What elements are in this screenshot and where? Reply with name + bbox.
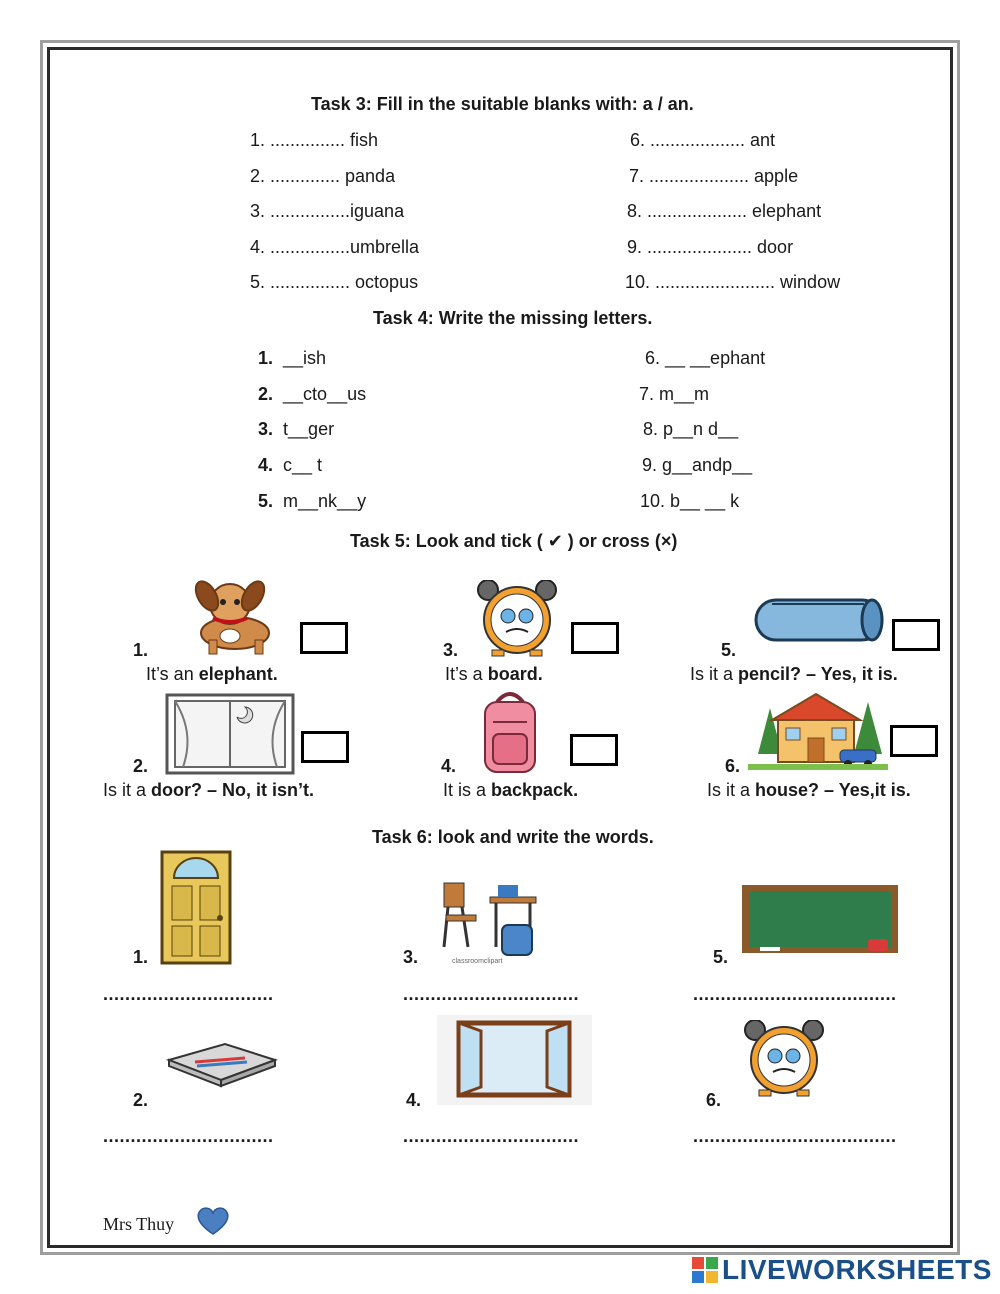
task3-item: 3. ................iguana [250,201,405,221]
task4-title: Task 4: Write the missing letters. [373,308,653,328]
backpack-picture [475,688,545,776]
task5-title: Task 5: Look and tick ( ✔ ) or cross (×) [350,531,678,551]
task3-item: 9. ..................... door [627,237,794,257]
task4-item: 1. __ish [258,348,327,368]
task3-item: 4. ................umbrella [250,237,420,257]
house-picture [748,688,888,770]
task6-answer-line[interactable]: ............................... [103,1126,274,1146]
task6-answer-line[interactable]: ..................................... [693,984,897,1004]
task6-answer-line[interactable]: ............................... [103,984,274,1004]
window-picture [437,1015,592,1105]
task5-caption: Is it a door? – No, it isn’t. [103,780,315,800]
task5-caption: It’s an elephant. [146,664,278,684]
task6-answer-line[interactable]: ................................ [403,1126,580,1146]
author-signature: Mrs Thuy [103,1214,175,1234]
task5-caption: Is it a house? – Yes,it is. [707,780,911,800]
heart-icon [196,1206,230,1236]
task5-caption: Is it a pencil? – Yes, it is. [690,664,898,684]
task3-item: 7. .................... apple [629,166,799,186]
task4-item: 5. m__nk__y [258,491,367,511]
task6-number: 1. [133,947,149,967]
task6-number: 6. [706,1090,722,1110]
task6-number: 2. [133,1090,149,1110]
task6-number: 3. [403,947,419,967]
task6-answer-line[interactable]: ..................................... [693,1126,897,1146]
task3-item: 10. ........................ window [625,272,841,292]
task3-item: 1. ............... fish [250,130,379,150]
task4-item: 6. __ __ephant [645,348,766,368]
task5-caption: It is a backpack. [443,780,579,800]
tick-box-3[interactable] [571,622,619,654]
task5-number: 2. [133,756,149,776]
window-picture [165,693,295,775]
task3-item: 2. .............. panda [250,166,396,186]
pencil-case-picture [165,1040,280,1090]
task6-number: 4. [406,1090,422,1110]
task5-number: 1. [133,640,149,660]
tick-box-5[interactable] [892,619,940,651]
task4-item: 2. __cto__us [258,384,367,404]
clock-picture [468,580,568,658]
task4-item: 9. g__andp__ [642,455,753,475]
task6-title: Task 6: look and write the words. [372,827,654,847]
task3-item: 8. .................... elephant [627,201,822,221]
desk-and-chair-picture [440,877,540,965]
task3-item: 5. ................ octopus [250,272,419,292]
liveworksheets-brand[interactable]: LIVEWORKSHEETS [722,1254,992,1285]
task6-number: 5. [713,947,729,967]
task5-number: 3. [443,640,459,660]
task4-item: 7. m__m [639,384,710,404]
task3-title: Task 3: Fill in the suitable blanks with: a / an. [311,94,694,114]
task4-item: 4. c__ t [258,455,323,475]
task6-answer-line[interactable]: ................................ [403,984,580,1004]
door-picture [160,850,232,965]
liveworksheets-logo-icon [692,1257,718,1283]
task5-number: 6. [725,756,741,776]
clock-picture [735,1020,835,1098]
tick-box-6[interactable] [890,725,938,757]
task3-item: 6. ................... ant [630,130,776,150]
task4-item: 3. t__ger [258,419,335,439]
tick-box-4[interactable] [570,734,618,766]
task5-number: 5. [721,640,737,660]
chalkboard-picture [740,883,900,955]
tick-box-1[interactable] [300,622,348,654]
tick-box-2[interactable] [301,731,349,763]
task5-caption: It’s a board. [445,664,543,684]
dog-picture [175,578,285,656]
task5-number: 4. [441,756,457,776]
task4-item: 10. b__ __ k [640,491,740,511]
clipart-credit: classroomclipart [452,958,503,965]
pencil-case-picture [752,590,887,648]
task4-item: 8. p__n d__ [643,419,739,439]
